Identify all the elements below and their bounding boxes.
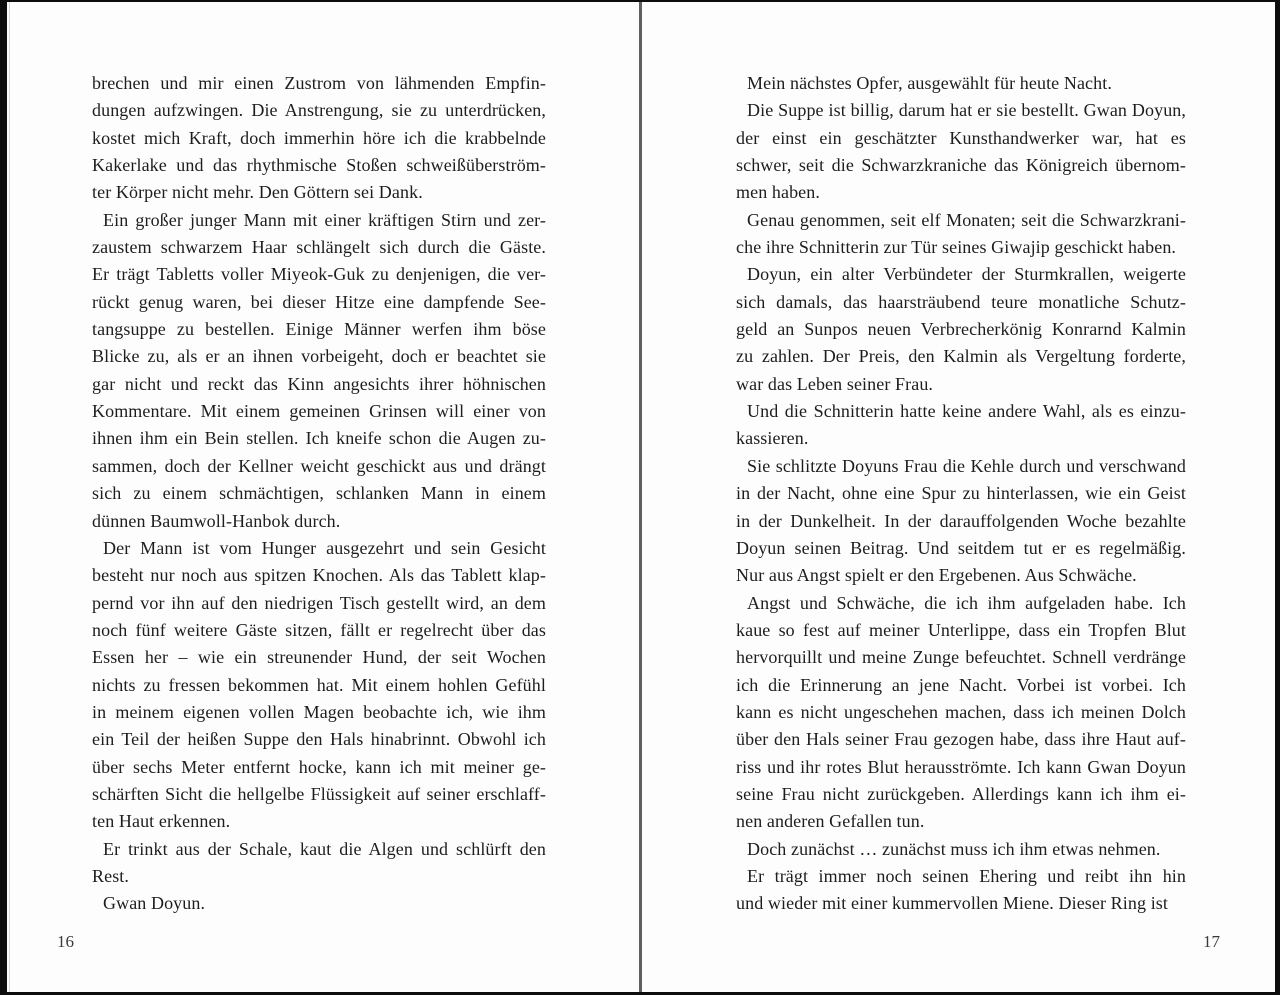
- text-line: sammen, doch der Kellner weicht geschickt aus und drängt: [92, 455, 546, 476]
- text-line: zu zahlen. Der Preis, den Kalmin als Vergeltung forderte,: [736, 346, 1186, 367]
- text-line: hervorquillt und meine Zunge befeuchtet. Schnell verdränge: [736, 647, 1186, 668]
- text-line: schärften Sicht die hellgelbe Flüssigkeit auf seiner erschlaff-: [92, 783, 546, 804]
- text-line: noch fünf weitere Gäste sitzen, fällt er regelrecht über das: [92, 619, 546, 640]
- text-line: dungen aufzwingen. Die Anstrengung, sie zu unterdrücken,: [92, 100, 546, 121]
- text-line: Kommentare. Mit einem gemeinen Grinsen will einer von: [92, 401, 546, 422]
- text-line: ein Teil der heißen Suppe den Hals hinabrinnt. Obwohl ich: [92, 729, 546, 750]
- text-line: schwer, seit die Schwarzkraniche das Königreich übernom-: [736, 155, 1186, 176]
- text-line: seine Frau nicht zurückgeben. Allerdings kann ich ihm ei-: [736, 783, 1186, 804]
- left-page-text: [92, 70, 546, 918]
- text-line: Der Mann ist vom Hunger ausgezehrt und sein Gesicht: [103, 537, 546, 558]
- text-line: Er trägt Tabletts voller Miyeok-Guk zu denjenigen, die ver-: [92, 264, 546, 285]
- text-line: nichts zu fressen bekommen hat. Mit einem hohlen Gefühl: [92, 674, 546, 695]
- text-line: tangsuppe zu bestellen. Einige Männer werfen ihm böse: [92, 319, 546, 340]
- text-line: über sechs Meter entfernt hocke, kann ich mit meiner ge-: [92, 756, 546, 777]
- text-line: Rest.: [92, 865, 130, 886]
- text-line: nen anderen Gefallen tun.: [736, 811, 925, 832]
- text-line: ich die Erinnerung an jene Nacht. Vorbei ist vorbei. Ich: [736, 674, 1186, 695]
- text-line: Nur aus Angst spielt er den Ergebenen. Aus Schwäche.: [736, 565, 1137, 586]
- text-line: Er trinkt aus der Schale, kaut die Algen und schlürft den: [103, 838, 546, 859]
- text-line: in meinem eigenen vollen Magen beobachte ich, wie ihm: [92, 701, 546, 722]
- text-line: Doyun seinen Beitrag. Und seitdem tut er es regelmäßig.: [736, 537, 1186, 558]
- page-divider: [639, 0, 642, 995]
- text-line: Die Suppe ist billig, darum hat er sie bestellt. Gwan Doyun,: [747, 100, 1186, 121]
- text-line: ten Haut erkennen.: [92, 811, 231, 832]
- text-line: Doch zunächst … zunächst muss ich ihm etwas nehmen.: [747, 838, 1161, 859]
- page-number-right: 17: [1203, 932, 1220, 951]
- text-line: pernd vor ihn auf den niedrigen Tisch gestellt wird, an dem: [92, 592, 546, 613]
- text-line: kostet mich Kraft, doch immerhin höre ich die krabbelnde: [92, 127, 546, 148]
- text-line: Blicke zu, als er an ihnen vorbeigeht, doch er beachtet sie: [92, 346, 546, 367]
- text-line: riss und ihr rotes Blut herausströmte. Ich kann Gwan Doyun: [736, 756, 1186, 777]
- right-page: [642, 0, 1275, 995]
- page-number-left: 16: [57, 932, 74, 951]
- text-line: Doyun, ein alter Verbündeter der Sturmkrallen, weigerte: [747, 264, 1186, 285]
- scan-border-left: [0, 0, 7, 995]
- right-page-text: [736, 70, 1186, 918]
- text-line: brechen und mir einen Zustrom von lähmenden Empfin-: [92, 73, 546, 93]
- text-line: war das Leben seiner Frau.: [736, 373, 934, 394]
- text-line: Gwan Doyun.: [103, 893, 206, 914]
- text-line: zaustem schwarzem Haar schlängelt sich durch die Gäste.: [92, 237, 546, 258]
- text-line: Mein nächstes Opfer, ausgewählt für heute Nacht.: [747, 73, 1112, 93]
- text-line: der einst ein geschätzter Kunsthandwerker war, hat es: [736, 127, 1186, 148]
- scan-border-top: [0, 0, 1280, 2]
- text-line: über den Hals seiner Frau gezogen habe, dass ihre Haut auf-: [736, 729, 1186, 750]
- scan-border-right: [1275, 0, 1280, 995]
- text-line: Er trägt immer noch seinen Ehering und reibt ihn hin: [747, 865, 1186, 886]
- text-line: sich zu einem schmächtigen, schlanken Mann in einem: [92, 483, 546, 504]
- text-line: Sie schlitzte Doyuns Frau die Kehle durch und verschwand: [747, 455, 1186, 476]
- text-line: sich damals, das haarsträubend teure monatliche Schutz-: [736, 291, 1186, 312]
- text-line: gar nicht und reckt das Kinn angesichts ihrer höhnischen: [92, 373, 546, 394]
- text-line: kaue so fest auf meiner Unterlippe, dass ein Tropfen Blut: [736, 619, 1186, 640]
- text-line: dünnen Baumwoll-Hanbok durch.: [92, 510, 341, 531]
- text-line: men haben.: [736, 182, 820, 203]
- left-page: [7, 0, 639, 995]
- text-line: geld an Sunpos neuen Verbrecherkönig Konrarnd Kalmin: [736, 319, 1186, 340]
- text-line: und wieder mit einer kummervollen Miene. Dieser Ring ist: [736, 893, 1169, 914]
- page-edge-shadow-line: [9, 2, 10, 993]
- text-line: che ihre Schnitterin zur Tür seines Giwajip geschickt haben.: [736, 237, 1177, 258]
- text-line: ihnen ihm ein Bein stellen. Ich kneife schon die Augen zu-: [92, 428, 546, 449]
- text-line: in der Nacht, ohne eine Spur zu hinterlassen, wie ein Geist: [736, 483, 1186, 504]
- text-line: besteht nur noch aus spitzen Knochen. Als das Tablett klap-: [92, 565, 546, 586]
- text-line: Kakerlake und das rhythmische Stoßen schweißüberström-: [92, 155, 546, 176]
- text-line: kassieren.: [736, 428, 809, 449]
- text-line: Essen her – wie ein streunender Hund, der seit Wochen: [92, 647, 546, 668]
- text-line: Und die Schnitterin hatte keine andere Wahl, als es einzu-: [747, 401, 1186, 422]
- text-line: kann es nicht ungeschehen machen, dass ich meinen Dolch: [736, 701, 1186, 722]
- text-line: Ein großer junger Mann mit einer kräftigen Stirn und zer-: [103, 209, 546, 230]
- text-line: Genau genommen, seit elf Monaten; seit die Schwarzkrani-: [747, 209, 1186, 230]
- text-line: rückt genug waren, bei dieser Hitze eine dampfende See-: [92, 291, 546, 312]
- text-line: ter Körper nicht mehr. Den Göttern sei Dank.: [92, 182, 423, 203]
- text-line: in der Dunkelheit. In der darauffolgenden Woche bezahlte: [736, 510, 1186, 531]
- text-line: Angst und Schwäche, die ich ihm aufgeladen habe. Ich: [747, 592, 1186, 613]
